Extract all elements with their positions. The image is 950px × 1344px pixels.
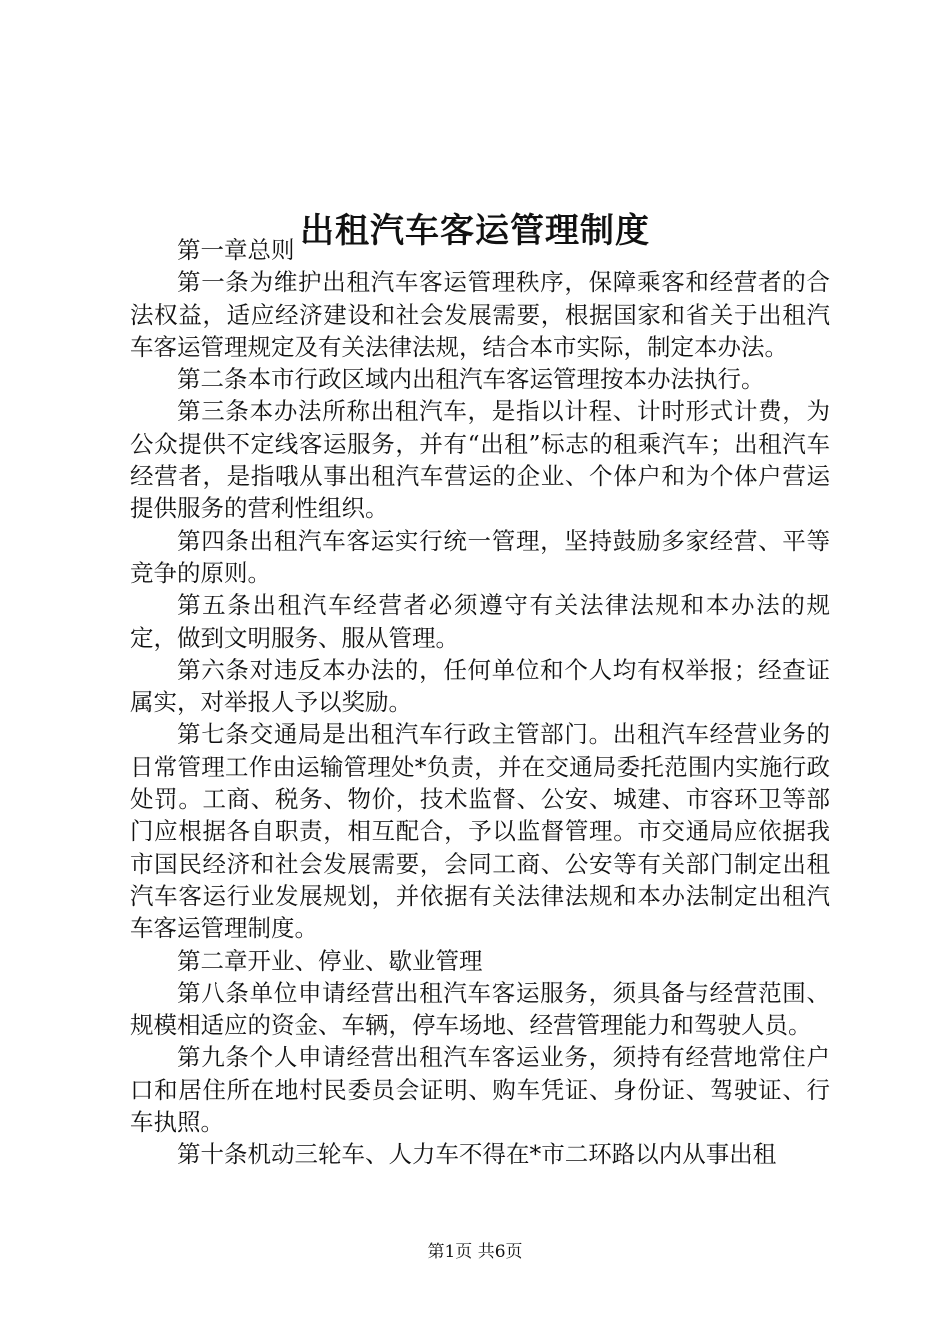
article-paragraph: 第八条单位申请经营出租汽车客运服务，须具备与经营范围、规模相适应的资金、车辆，停车场地、经营管理能力和驾驶人员。 bbox=[130, 978, 830, 1040]
page-footer: 第1页 共6页 bbox=[427, 1242, 523, 1262]
article-paragraph: 第九条个人申请经营出租汽车客运业务，须持有经营地常住户口和居住所在地村民委员会证明、购车凭证、身份证、驾驶证、行车执照。 bbox=[130, 1043, 830, 1137]
article-paragraph: 第三条本办法所称出租汽车，是指以计程、计时形式计费，为公众提供不定线客运服务，并有“出租”标志的租乘汽车；出租汽车经营者，是指哦从事出租汽车营运的企业、个体户和为个体户营运提供服务的营利性组织。 bbox=[130, 397, 830, 523]
chapter-heading: 第一章总则 bbox=[177, 236, 295, 264]
document-body bbox=[130, 234, 830, 1171]
article-paragraph: 第四条出租汽车客运实行统一管理，坚持鼓励多家经营、平等竞争的原则。 bbox=[130, 526, 830, 587]
chapter-heading: 第二章开业、停业、歇业管理 bbox=[177, 946, 483, 975]
article-paragraph: 第十条机动三轮车、人力车不得在*市二环路以内从事出租 bbox=[177, 1140, 777, 1169]
article-paragraph: 第五条出租汽车经营者必须遵守有关法律法规和本办法的规定，做到文明服务、服从管理。 bbox=[130, 591, 830, 652]
article-paragraph: 第六条对违反本办法的，任何单位和个人均有权举报；经查证属实，对举报人予以奖励。 bbox=[130, 655, 830, 717]
article-paragraph: 第七条交通局是出租汽车行政主管部门。出租汽车经营业务的日常管理工作由运输管理处*负责，并在交通局委托范围内实施行政处罚。工商、税务、物价，技术监督、公安、城建、市容环卫等部门应根据各自职责，相互配合，予以监督管理。市交通局应依据我市国民经济和社会发展需要，会同工商、公安等有关部门制定出租汽车客运行业发展规划，并依据有关法律法规和本办法制定出租汽车客运管理制度。 bbox=[130, 720, 830, 943]
document-title: 出租汽车客运管理制度 bbox=[300, 210, 650, 251]
article-paragraph: 第一条为维护出租汽车客运管理秩序，保障乘客和经营者的合法权益，适应经济建设和社会发展需要，根据国家和省关于出租汽车客运管理规定及有关法律法规，结合本市实际，制定本办法。 bbox=[130, 268, 830, 361]
article-paragraph: 第二条本市行政区域内出租汽车客运管理按本办法执行。 bbox=[177, 365, 765, 394]
